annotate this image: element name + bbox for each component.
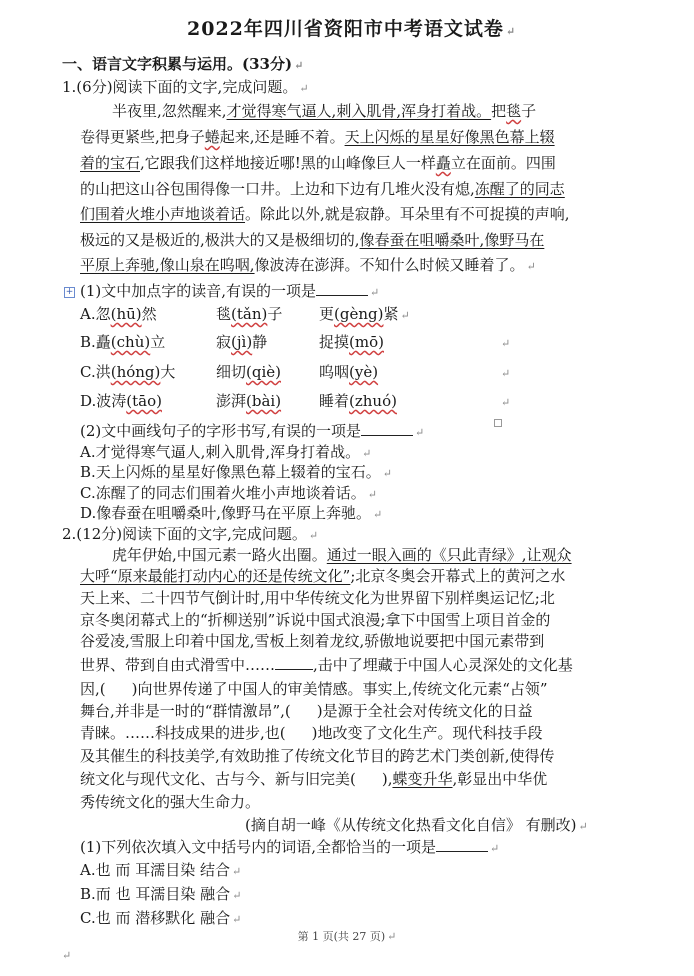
passage-1-line: 极远的又是极近的,极洪大的又是极细切的,像春蚕在咀嚼桑叶,像野马在: [80, 231, 545, 249]
page-title: 2022年四川省资阳市中考语文试卷 ↵: [187, 18, 517, 40]
option-line: B.而 也 耳濡目染 融合 ↵: [80, 885, 242, 903]
passage-1-line: 卷得更紧些,把身子蜷起来,还是睡不着。天上闪烁的星星好像黑色幕上辍: [80, 128, 555, 146]
option-line: D.像春蚕在咀嚼桑叶,像野马在平原上奔驰。 ↵: [80, 504, 383, 522]
page-footer: 第 1 页(共 27 页) ↵: [297, 930, 397, 943]
question-1-sub2-stem: (2)文中画线句子的字形书写,有误的一项是 ↵: [80, 422, 425, 440]
section-heading: 一、语言文字积累与运用。(33分) ↵: [62, 55, 304, 73]
option-line: C.冻醒了的同志们围着火堆小声地谈着话。 ↵: [80, 484, 377, 502]
passage-1-line: 平原上奔驰,像山泉在呜咽,像波涛在澎湃。不知什么时候又睡着了。 ↵: [80, 256, 536, 274]
passage-2-line: 青睐。……科技成果的进步,也( )地改变了文化生产。现代科技手段: [80, 724, 543, 742]
option-row: C.洪(hóng)大 细切(qiè) 呜咽(yè) ↵: [80, 363, 511, 381]
passage-2-line: 及其催生的科技美学,有效助推了传统文化节目的跨艺术门类创新,使得传: [80, 747, 555, 765]
passage-2-line: 虎年伊始,中国元素一路火出圈。通过一眼入画的《只此青绿》,让观众: [112, 546, 572, 564]
option-row: B.矗(chù)立 寂(jì)静 捉摸(mō) ↵: [80, 333, 511, 351]
option-line: B.天上闪烁的星星好像黑色幕上辍着的宝石。 ↵: [80, 463, 393, 481]
passage-1-line: 着的宝石,它跟我们这样地接近哪!黑的山峰像巨人一样矗立在面前。四围: [80, 154, 556, 172]
passage-2-line: 大呼“原来最能打动内心的还是传统文化”;北京冬奥会开幕式上的黄河之水: [80, 567, 566, 585]
option-row: D.波涛(tāo) 澎湃(bài) 睡着(zhuó) ↵: [80, 392, 511, 410]
option-line: A.才觉得寒气逼人,刺入肌骨,浑身打着战。 ↵: [80, 443, 372, 461]
question-1-sub1-stem: (1)文中加点字的读音,有误的一项是 ↵: [80, 282, 380, 300]
anchor-marker: [494, 419, 502, 427]
source-citation: (摘自胡一峰《从传统文化热看文化自信》 有删改) ↵: [245, 816, 588, 834]
passage-2-line: 谷爱凌,雪服上印着中国龙,雪板上刻着龙纹,骄傲地说要把中国元素带到: [80, 632, 545, 650]
passage-2-line: 舞台,并非是一时的“群情激昂”,( )是源于全社会对传统文化的日益: [80, 702, 533, 720]
option-line: C.也 而 潜移默化 融合 ↵: [80, 909, 242, 927]
passage-1-line: 的山把这山谷包围得像一口井。上边和下边有几堆火没有熄,冻醒了的同志: [80, 180, 565, 198]
passage-1-line: 们围着火堆小声地谈着话。除此以外,就是寂静。耳朵里有不可捉摸的声响,: [80, 205, 570, 223]
passage-2-line: 统文化与现代文化、古与今、新与旧完美( ),蝶变升华,彰显出中华优: [80, 770, 548, 788]
expand-toggle-icon[interactable]: +: [65, 287, 74, 297]
question-1-stem: 1.(6分)阅读下面的文字,完成问题。 ↵: [62, 78, 309, 96]
passage-2-line: 天上来、二十四节气倒计时,用中华传统文化为世界留下别样奥运记忆;北: [80, 589, 555, 607]
option-line: A.也 而 耳濡目染 结合 ↵: [80, 861, 242, 879]
paragraph-mark: ↵: [62, 949, 72, 962]
question-2-sub1-stem: (1)下列依次填入文中括号内的词语,全都恰当的一项是 ↵: [80, 838, 500, 856]
passage-2-line: 世界、带到自由式滑雪中…… ,击中了埋藏于中国人心灵深处的文化基: [80, 656, 573, 674]
question-2-stem: 2.(12分)阅读下面的文字,完成问题。 ↵: [62, 525, 319, 543]
passage-1-line: 半夜里,忽然醒来,才觉得寒气逼人,刺入肌骨,浑身打着战。把毯子: [112, 102, 537, 120]
passage-2-line: 因,( )向世界传递了中国人的审美情感。事实上,传统文化元素“占领”: [80, 680, 548, 698]
passage-2-line: 京冬奥闭幕式上的“折柳送别”诉说中国式浪漫;拿下中国雪上项目首金的: [80, 611, 551, 629]
passage-2-line: 秀传统文化的强大生命力。: [80, 793, 261, 811]
option-row: A.忽(hū)然 毯(tǎn)子 更(gèng)紧 ↵: [80, 305, 410, 323]
